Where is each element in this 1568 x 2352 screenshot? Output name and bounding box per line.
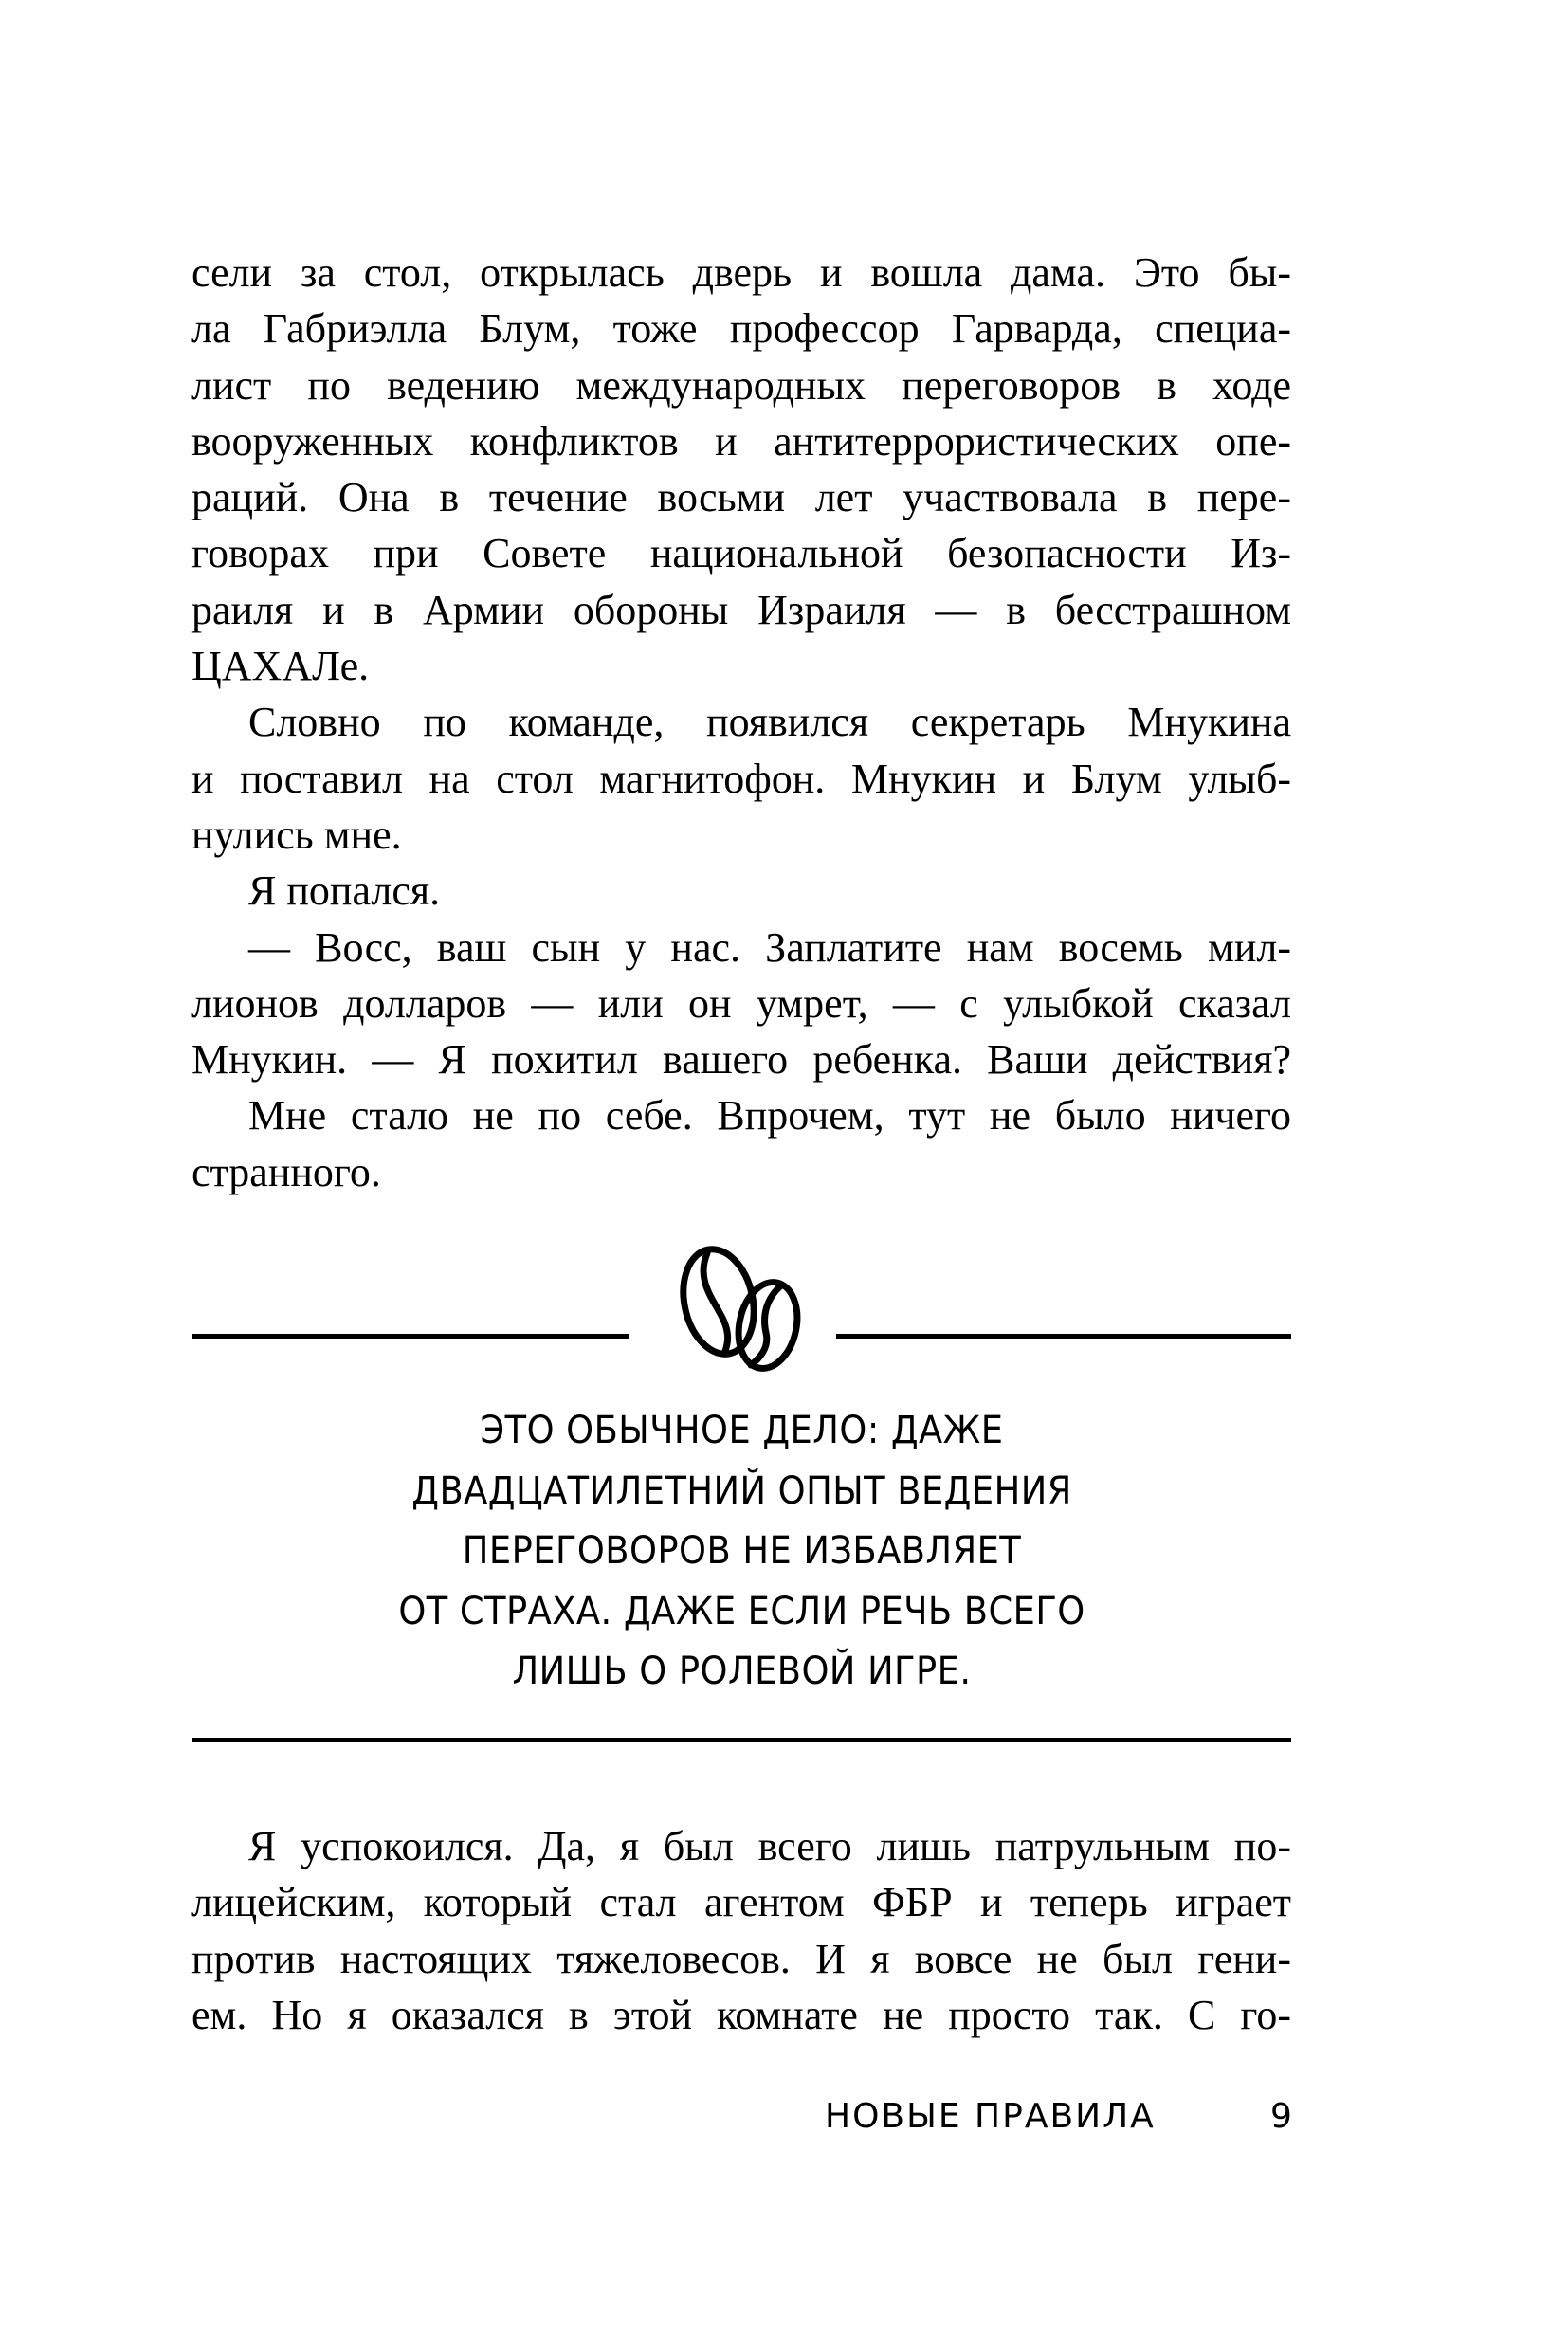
text-line: — Восс, ваш сын у нас. Заплатите нам восемь мил- [248, 923, 1291, 971]
divider-line-left [192, 1334, 629, 1339]
text-line: ЦАХАЛе. [191, 643, 370, 690]
pull-quote-line: ПЕРЕГОВОРОВ НЕ ИЗБАВЛЯЕТ [462, 1529, 1022, 1573]
text-line: и поставил на стол магнитофон. Мнукин и Блум улыб- [191, 755, 1291, 802]
pull-quote [192, 1401, 1291, 1703]
text-line: нулись мне. [191, 811, 402, 858]
text-line: Я попался. [248, 867, 441, 915]
text-line: Мнукин. — Я похитил вашего ребенка. Ваши действия? [191, 1036, 1291, 1084]
text-line: Мне стало не по себе. Впрочем, тут не было ничего [248, 1092, 1291, 1140]
text-line: раиля и в Армии обороны Израиля — в бесстрашном [191, 586, 1291, 633]
pull-quote-line: ОТ СТРАХА. ДАЖЕ ЕСЛИ РЕЧЬ ВСЕГО [398, 1589, 1085, 1633]
pull-quote-line: ЭТО ОБЫЧНОЕ ДЕЛО: ДАЖЕ [480, 1409, 1004, 1452]
body-text-bottom [191, 1818, 1291, 2043]
text-line: Я успокоился. Да, я был всего лишь патрульным по- [248, 1823, 1291, 1869]
text-line: лионов долларов — или он умрет, — с улыбкой сказал [191, 979, 1291, 1027]
text-line: ем. Но я оказался в этой комнате не просто так. С го- [191, 1991, 1291, 2038]
page-number: 9 [1270, 2097, 1292, 2136]
text-line: странного. [191, 1148, 381, 1195]
text-line: говорах при Совете национальной безопасности Из- [191, 530, 1291, 577]
body-text-top [191, 245, 1291, 1200]
running-title: НОВЫЕ ПРАВИЛА [825, 2097, 1156, 2136]
text-line: ла Габриэлла Блум, тоже профессор Гарварда, специа- [191, 305, 1291, 353]
coffee-beans-icon [664, 1242, 825, 1375]
text-line: сели за стол, открылась дверь и вошла дама. Это бы- [191, 249, 1291, 296]
text-line: лист по ведению международных переговоров в ходе [191, 361, 1291, 409]
pull-quote-bottom-rule [192, 1738, 1291, 1742]
page-footer [0, 2097, 1568, 2154]
pull-quote-line: ЛИШЬ О РОЛЕВОЙ ИГРЕ. [512, 1650, 972, 1693]
text-line: раций. Она в течение восьми лет участвовала в пере- [191, 474, 1291, 521]
text-line: Словно по команде, появился секретарь Мнукина [248, 699, 1291, 746]
pull-quote-line: ДВАДЦАТИЛЕТНИЙ ОПЫТ ВЕДЕНИЯ [411, 1468, 1072, 1513]
divider-line-right [836, 1334, 1291, 1339]
text-line: лицейским, который стал агентом ФБР и теперь играет [191, 1879, 1291, 1926]
text-line: против настоящих тяжеловесов. И я вовсе не был гени- [191, 1935, 1291, 1982]
text-line: вооруженных конфликтов и антитеррористических опе- [191, 417, 1291, 465]
